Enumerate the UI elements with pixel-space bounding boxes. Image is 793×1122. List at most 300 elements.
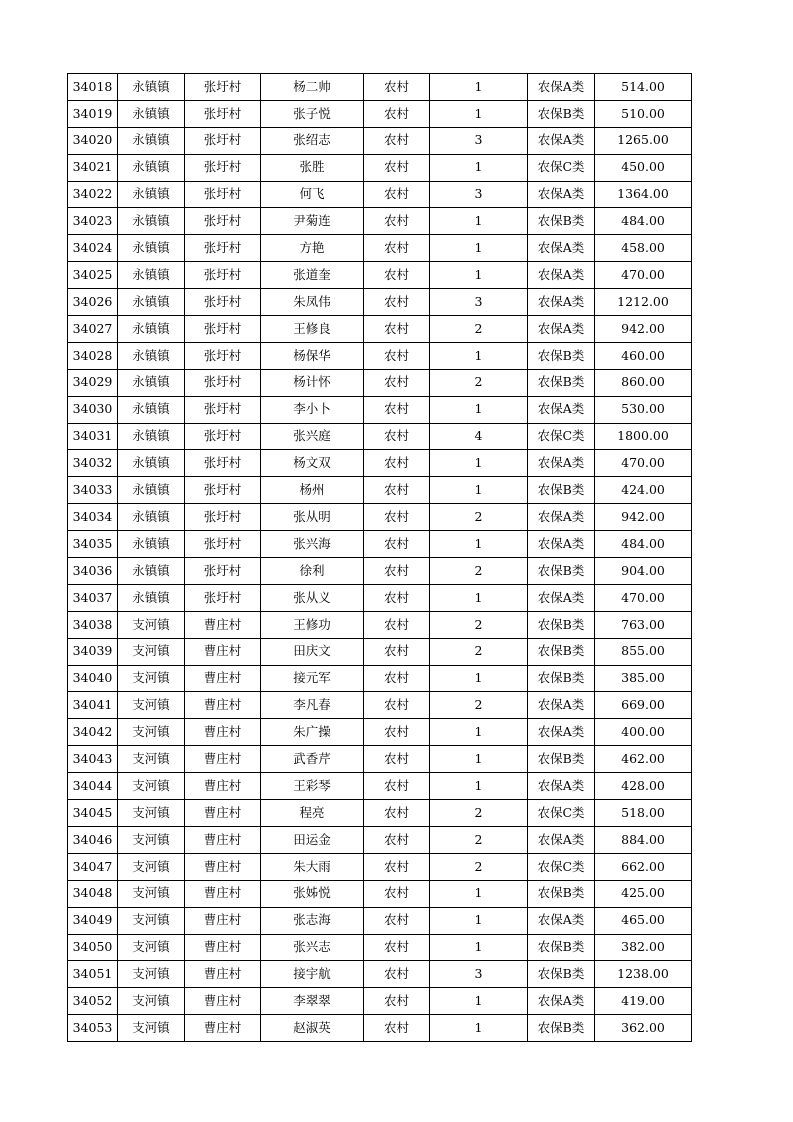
town-cell: 永镇镇 <box>118 100 185 127</box>
village-cell: 张圩村 <box>185 342 261 369</box>
name-cell: 程亮 <box>261 800 364 827</box>
name-cell: 张志海 <box>261 907 364 934</box>
village-cell: 张圩村 <box>185 208 261 235</box>
village-cell: 张圩村 <box>185 584 261 611</box>
village-cell: 张圩村 <box>185 74 261 101</box>
type-cell: 农村 <box>364 423 430 450</box>
village-cell: 曹庄村 <box>185 961 261 988</box>
id-cell: 34039 <box>68 638 118 665</box>
count-cell: 2 <box>430 826 528 853</box>
id-cell: 34026 <box>68 289 118 316</box>
category-cell: 农保B类 <box>528 611 595 638</box>
id-cell: 34051 <box>68 961 118 988</box>
village-cell: 张圩村 <box>185 100 261 127</box>
village-cell: 张圩村 <box>185 504 261 531</box>
type-cell: 农村 <box>364 558 430 585</box>
amount-cell: 458.00 <box>595 235 692 262</box>
table-row <box>68 961 692 988</box>
amount-cell: 470.00 <box>595 450 692 477</box>
name-cell: 张从义 <box>261 584 364 611</box>
village-cell: 曹庄村 <box>185 988 261 1015</box>
count-cell: 1 <box>430 208 528 235</box>
town-cell: 支河镇 <box>118 880 185 907</box>
table-row <box>68 127 692 154</box>
name-cell: 张绍志 <box>261 127 364 154</box>
id-cell: 34034 <box>68 504 118 531</box>
town-cell: 支河镇 <box>118 638 185 665</box>
table-row <box>68 316 692 343</box>
village-cell: 张圩村 <box>185 154 261 181</box>
name-cell: 张兴志 <box>261 934 364 961</box>
amount-cell: 884.00 <box>595 826 692 853</box>
count-cell: 2 <box>430 558 528 585</box>
category-cell: 农保A类 <box>528 235 595 262</box>
name-cell: 张胜 <box>261 154 364 181</box>
town-cell: 支河镇 <box>118 800 185 827</box>
category-cell: 农保A类 <box>528 450 595 477</box>
category-cell: 农保B类 <box>528 1015 595 1042</box>
amount-cell: 424.00 <box>595 477 692 504</box>
category-cell: 农保B类 <box>528 100 595 127</box>
table-row <box>68 262 692 289</box>
village-cell: 曹庄村 <box>185 800 261 827</box>
town-cell: 永镇镇 <box>118 74 185 101</box>
name-cell: 杨保华 <box>261 342 364 369</box>
count-cell: 2 <box>430 800 528 827</box>
village-cell: 张圩村 <box>185 477 261 504</box>
town-cell: 永镇镇 <box>118 531 185 558</box>
town-cell: 永镇镇 <box>118 504 185 531</box>
type-cell: 农村 <box>364 235 430 262</box>
count-cell: 1 <box>430 907 528 934</box>
table-row <box>68 665 692 692</box>
name-cell: 张兴海 <box>261 531 364 558</box>
type-cell: 农村 <box>364 74 430 101</box>
count-cell: 1 <box>430 396 528 423</box>
table-row <box>68 611 692 638</box>
table-row <box>68 289 692 316</box>
category-cell: 农保B类 <box>528 208 595 235</box>
name-cell: 赵淑英 <box>261 1015 364 1042</box>
town-cell: 永镇镇 <box>118 584 185 611</box>
category-cell: 农保B类 <box>528 880 595 907</box>
count-cell: 2 <box>430 369 528 396</box>
amount-cell: 530.00 <box>595 396 692 423</box>
count-cell: 1 <box>430 531 528 558</box>
amount-cell: 860.00 <box>595 369 692 396</box>
name-cell: 徐利 <box>261 558 364 585</box>
type-cell: 农村 <box>364 289 430 316</box>
amount-cell: 942.00 <box>595 316 692 343</box>
count-cell: 4 <box>430 423 528 450</box>
amount-cell: 1265.00 <box>595 127 692 154</box>
category-cell: 农保B类 <box>528 558 595 585</box>
id-cell: 34038 <box>68 611 118 638</box>
count-cell: 1 <box>430 74 528 101</box>
count-cell: 1 <box>430 235 528 262</box>
town-cell: 永镇镇 <box>118 154 185 181</box>
name-cell: 李翠翠 <box>261 988 364 1015</box>
name-cell: 武香芹 <box>261 746 364 773</box>
town-cell: 支河镇 <box>118 1015 185 1042</box>
table-row <box>68 208 692 235</box>
village-cell: 曹庄村 <box>185 611 261 638</box>
id-cell: 34025 <box>68 262 118 289</box>
count-cell: 3 <box>430 181 528 208</box>
amount-cell: 362.00 <box>595 1015 692 1042</box>
id-cell: 34032 <box>68 450 118 477</box>
id-cell: 34022 <box>68 181 118 208</box>
name-cell: 张子悦 <box>261 100 364 127</box>
table-body <box>68 74 692 1042</box>
town-cell: 永镇镇 <box>118 450 185 477</box>
name-cell: 王修良 <box>261 316 364 343</box>
count-cell: 1 <box>430 584 528 611</box>
id-cell: 34031 <box>68 423 118 450</box>
town-cell: 支河镇 <box>118 746 185 773</box>
category-cell: 农保A类 <box>528 531 595 558</box>
table-row <box>68 746 692 773</box>
village-cell: 曹庄村 <box>185 746 261 773</box>
town-cell: 永镇镇 <box>118 396 185 423</box>
id-cell: 34041 <box>68 692 118 719</box>
count-cell: 1 <box>430 988 528 1015</box>
id-cell: 34046 <box>68 826 118 853</box>
town-cell: 支河镇 <box>118 826 185 853</box>
town-cell: 支河镇 <box>118 934 185 961</box>
amount-cell: 763.00 <box>595 611 692 638</box>
table-row <box>68 638 692 665</box>
table-row <box>68 423 692 450</box>
name-cell: 田运金 <box>261 826 364 853</box>
type-cell: 农村 <box>364 342 430 369</box>
count-cell: 2 <box>430 638 528 665</box>
amount-cell: 465.00 <box>595 907 692 934</box>
amount-cell: 942.00 <box>595 504 692 531</box>
type-cell: 农村 <box>364 773 430 800</box>
category-cell: 农保A类 <box>528 584 595 611</box>
town-cell: 永镇镇 <box>118 477 185 504</box>
name-cell: 杨州 <box>261 477 364 504</box>
type-cell: 农村 <box>364 208 430 235</box>
category-cell: 农保B类 <box>528 342 595 369</box>
category-cell: 农保A类 <box>528 316 595 343</box>
id-cell: 34049 <box>68 907 118 934</box>
village-cell: 张圩村 <box>185 127 261 154</box>
name-cell: 朱凤伟 <box>261 289 364 316</box>
id-cell: 34052 <box>68 988 118 1015</box>
amount-cell: 382.00 <box>595 934 692 961</box>
amount-cell: 419.00 <box>595 988 692 1015</box>
id-cell: 34018 <box>68 74 118 101</box>
type-cell: 农村 <box>364 100 430 127</box>
name-cell: 接宇航 <box>261 961 364 988</box>
category-cell: 农保A类 <box>528 907 595 934</box>
type-cell: 农村 <box>364 450 430 477</box>
count-cell: 3 <box>430 127 528 154</box>
type-cell: 农村 <box>364 746 430 773</box>
id-cell: 34050 <box>68 934 118 961</box>
town-cell: 永镇镇 <box>118 369 185 396</box>
type-cell: 农村 <box>364 826 430 853</box>
town-cell: 永镇镇 <box>118 262 185 289</box>
amount-cell: 484.00 <box>595 531 692 558</box>
town-cell: 永镇镇 <box>118 208 185 235</box>
id-cell: 34021 <box>68 154 118 181</box>
id-cell: 34023 <box>68 208 118 235</box>
id-cell: 34020 <box>68 127 118 154</box>
table-row <box>68 235 692 262</box>
table-row <box>68 342 692 369</box>
table-row <box>68 154 692 181</box>
count-cell: 2 <box>430 611 528 638</box>
id-cell: 34048 <box>68 880 118 907</box>
type-cell: 农村 <box>364 638 430 665</box>
type-cell: 农村 <box>364 316 430 343</box>
name-cell: 张道奎 <box>261 262 364 289</box>
town-cell: 永镇镇 <box>118 342 185 369</box>
amount-cell: 470.00 <box>595 584 692 611</box>
village-cell: 曹庄村 <box>185 880 261 907</box>
town-cell: 支河镇 <box>118 988 185 1015</box>
amount-cell: 470.00 <box>595 262 692 289</box>
amount-cell: 1212.00 <box>595 289 692 316</box>
count-cell: 1 <box>430 477 528 504</box>
town-cell: 永镇镇 <box>118 181 185 208</box>
table-row <box>68 477 692 504</box>
town-cell: 支河镇 <box>118 773 185 800</box>
amount-cell: 385.00 <box>595 665 692 692</box>
count-cell: 1 <box>430 1015 528 1042</box>
village-cell: 曹庄村 <box>185 638 261 665</box>
type-cell: 农村 <box>364 800 430 827</box>
category-cell: 农保B类 <box>528 961 595 988</box>
table-row <box>68 396 692 423</box>
amount-cell: 855.00 <box>595 638 692 665</box>
id-cell: 34028 <box>68 342 118 369</box>
amount-cell: 460.00 <box>595 342 692 369</box>
village-cell: 曹庄村 <box>185 826 261 853</box>
name-cell: 张姊悦 <box>261 880 364 907</box>
type-cell: 农村 <box>364 396 430 423</box>
category-cell: 农保C类 <box>528 853 595 880</box>
id-cell: 34047 <box>68 853 118 880</box>
category-cell: 农保C类 <box>528 800 595 827</box>
name-cell: 杨文双 <box>261 450 364 477</box>
count-cell: 1 <box>430 880 528 907</box>
amount-cell: 514.00 <box>595 74 692 101</box>
category-cell: 农保A类 <box>528 826 595 853</box>
name-cell: 王修功 <box>261 611 364 638</box>
name-cell: 何飞 <box>261 181 364 208</box>
type-cell: 农村 <box>364 127 430 154</box>
category-cell: 农保A类 <box>528 262 595 289</box>
village-cell: 曹庄村 <box>185 1015 261 1042</box>
amount-cell: 669.00 <box>595 692 692 719</box>
type-cell: 农村 <box>364 1015 430 1042</box>
count-cell: 1 <box>430 746 528 773</box>
table-row <box>68 450 692 477</box>
village-cell: 张圩村 <box>185 181 261 208</box>
type-cell: 农村 <box>364 692 430 719</box>
name-cell: 尹菊连 <box>261 208 364 235</box>
town-cell: 支河镇 <box>118 719 185 746</box>
id-cell: 34045 <box>68 800 118 827</box>
type-cell: 农村 <box>364 880 430 907</box>
village-cell: 张圩村 <box>185 450 261 477</box>
amount-cell: 518.00 <box>595 800 692 827</box>
category-cell: 农保A类 <box>528 289 595 316</box>
type-cell: 农村 <box>364 477 430 504</box>
count-cell: 1 <box>430 773 528 800</box>
table-row <box>68 880 692 907</box>
category-cell: 农保C类 <box>528 154 595 181</box>
town-cell: 永镇镇 <box>118 235 185 262</box>
count-cell: 1 <box>430 342 528 369</box>
type-cell: 农村 <box>364 961 430 988</box>
category-cell: 农保B类 <box>528 477 595 504</box>
count-cell: 3 <box>430 289 528 316</box>
table-row <box>68 558 692 585</box>
table-row <box>68 1015 692 1042</box>
table-row <box>68 719 692 746</box>
count-cell: 2 <box>430 692 528 719</box>
type-cell: 农村 <box>364 504 430 531</box>
table-row <box>68 934 692 961</box>
amount-cell: 484.00 <box>595 208 692 235</box>
name-cell: 张兴庭 <box>261 423 364 450</box>
type-cell: 农村 <box>364 665 430 692</box>
table-row <box>68 181 692 208</box>
table-row <box>68 584 692 611</box>
category-cell: 农保B类 <box>528 638 595 665</box>
town-cell: 永镇镇 <box>118 423 185 450</box>
village-cell: 张圩村 <box>185 316 261 343</box>
category-cell: 农保A类 <box>528 127 595 154</box>
id-cell: 34042 <box>68 719 118 746</box>
name-cell: 方艳 <box>261 235 364 262</box>
town-cell: 永镇镇 <box>118 316 185 343</box>
count-cell: 1 <box>430 154 528 181</box>
count-cell: 2 <box>430 504 528 531</box>
table-row <box>68 907 692 934</box>
village-cell: 张圩村 <box>185 262 261 289</box>
id-cell: 34033 <box>68 477 118 504</box>
amount-cell: 400.00 <box>595 719 692 746</box>
village-cell: 张圩村 <box>185 235 261 262</box>
type-cell: 农村 <box>364 853 430 880</box>
count-cell: 1 <box>430 719 528 746</box>
category-cell: 农保B类 <box>528 746 595 773</box>
town-cell: 支河镇 <box>118 907 185 934</box>
category-cell: 农保A类 <box>528 773 595 800</box>
id-cell: 34029 <box>68 369 118 396</box>
name-cell: 杨计怀 <box>261 369 364 396</box>
count-cell: 3 <box>430 961 528 988</box>
type-cell: 农村 <box>364 154 430 181</box>
table-row <box>68 100 692 127</box>
village-cell: 张圩村 <box>185 396 261 423</box>
town-cell: 支河镇 <box>118 665 185 692</box>
amount-cell: 662.00 <box>595 853 692 880</box>
town-cell: 支河镇 <box>118 961 185 988</box>
type-cell: 农村 <box>364 369 430 396</box>
name-cell: 李凡春 <box>261 692 364 719</box>
name-cell: 张从明 <box>261 504 364 531</box>
category-cell: 农保B类 <box>528 665 595 692</box>
category-cell: 农保A类 <box>528 396 595 423</box>
amount-cell: 510.00 <box>595 100 692 127</box>
town-cell: 支河镇 <box>118 692 185 719</box>
type-cell: 农村 <box>364 719 430 746</box>
count-cell: 2 <box>430 853 528 880</box>
table-row <box>68 800 692 827</box>
type-cell: 农村 <box>364 907 430 934</box>
table-row <box>68 369 692 396</box>
table-row <box>68 853 692 880</box>
count-cell: 1 <box>430 100 528 127</box>
category-cell: 农保A类 <box>528 181 595 208</box>
village-cell: 曹庄村 <box>185 773 261 800</box>
table-row <box>68 74 692 101</box>
category-cell: 农保A类 <box>528 74 595 101</box>
amount-cell: 1364.00 <box>595 181 692 208</box>
village-cell: 曹庄村 <box>185 853 261 880</box>
village-cell: 曹庄村 <box>185 907 261 934</box>
count-cell: 1 <box>430 262 528 289</box>
count-cell: 1 <box>430 665 528 692</box>
name-cell: 杨二帅 <box>261 74 364 101</box>
id-cell: 34053 <box>68 1015 118 1042</box>
name-cell: 李小卜 <box>261 396 364 423</box>
id-cell: 34027 <box>68 316 118 343</box>
count-cell: 1 <box>430 934 528 961</box>
type-cell: 农村 <box>364 262 430 289</box>
id-cell: 34035 <box>68 531 118 558</box>
id-cell: 34030 <box>68 396 118 423</box>
id-cell: 34044 <box>68 773 118 800</box>
amount-cell: 462.00 <box>595 746 692 773</box>
amount-cell: 428.00 <box>595 773 692 800</box>
count-cell: 1 <box>430 450 528 477</box>
village-cell: 张圩村 <box>185 289 261 316</box>
name-cell: 王彩琴 <box>261 773 364 800</box>
category-cell: 农保A类 <box>528 988 595 1015</box>
type-cell: 农村 <box>364 181 430 208</box>
town-cell: 支河镇 <box>118 853 185 880</box>
id-cell: 34019 <box>68 100 118 127</box>
table-row <box>68 692 692 719</box>
category-cell: 农保A类 <box>528 719 595 746</box>
amount-cell: 450.00 <box>595 154 692 181</box>
type-cell: 农村 <box>364 988 430 1015</box>
category-cell: 农保A类 <box>528 504 595 531</box>
id-cell: 34037 <box>68 584 118 611</box>
village-cell: 曹庄村 <box>185 934 261 961</box>
village-cell: 曹庄村 <box>185 719 261 746</box>
type-cell: 农村 <box>364 584 430 611</box>
type-cell: 农村 <box>364 934 430 961</box>
type-cell: 农村 <box>364 611 430 638</box>
table-row <box>68 988 692 1015</box>
village-cell: 曹庄村 <box>185 665 261 692</box>
town-cell: 永镇镇 <box>118 289 185 316</box>
table-row <box>68 504 692 531</box>
name-cell: 朱广操 <box>261 719 364 746</box>
village-cell: 张圩村 <box>185 369 261 396</box>
name-cell: 朱大雨 <box>261 853 364 880</box>
village-cell: 张圩村 <box>185 423 261 450</box>
